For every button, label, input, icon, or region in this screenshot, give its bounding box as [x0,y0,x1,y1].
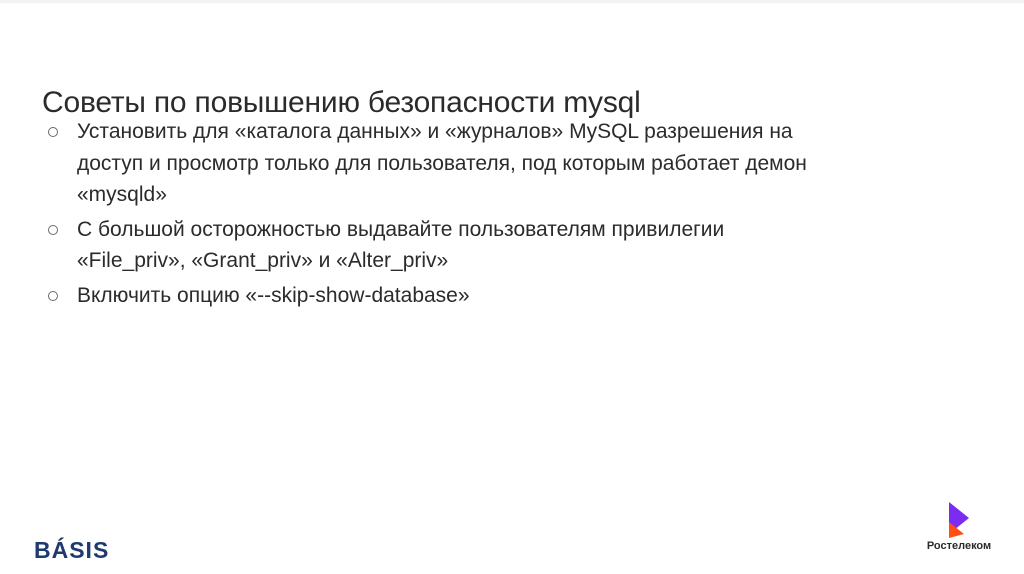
bullet-item [48,280,808,312]
slide-title: Советы по повышению безопасности mysql [42,86,641,120]
hollow-circle-bullet-icon [48,291,58,301]
bullet-item [48,214,808,277]
rostelecom-logo [924,502,994,552]
bullet-text: Установить для «каталога данных» и «журналов» MySQL разрешения на доступ и просмотр только для пользователя, под которым работает демон «mysqld» [77,120,807,206]
hollow-circle-bullet-icon [48,225,58,235]
bullet-text: С большой осторожностью выдавайте пользователям привилегии «File_priv», «Grant_priv» и «Alter_priv» [77,217,725,272]
hollow-circle-bullet-icon [48,127,58,137]
basis-logo [34,537,109,561]
bullet-text: Включить опцию «--skip-show-database» [77,283,470,307]
rostelecom-mark-icon [946,502,972,538]
bullet-item [48,116,808,211]
bullet-list [48,116,808,314]
top-divider [0,0,1024,3]
basis-logo-text: BÁSIS [34,537,110,563]
rostelecom-logo-text: Ростелеком [926,540,992,552]
